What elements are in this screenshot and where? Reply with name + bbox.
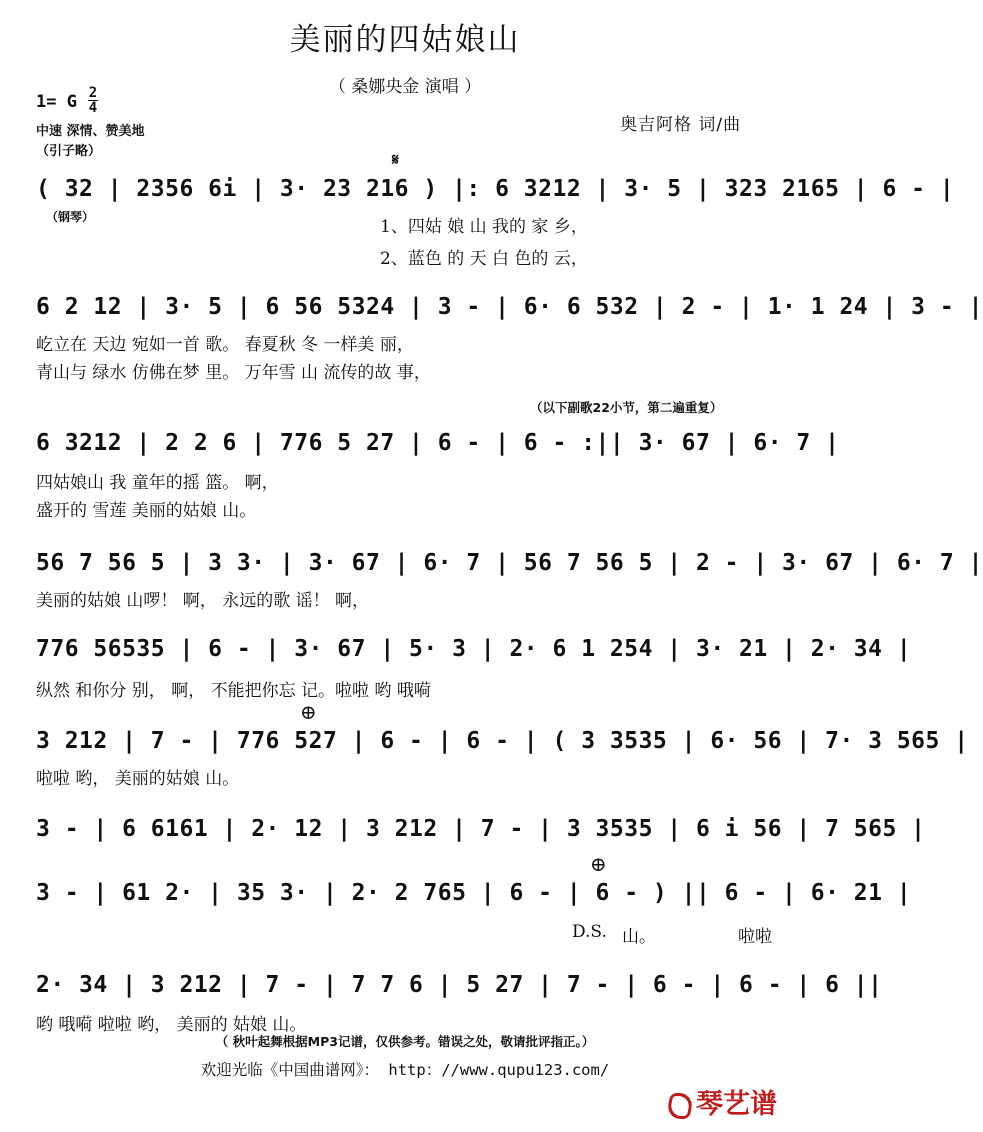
transcription-footnote: （ 秋叶起舞根据MP3记谱，仅供参考。错误之处，敬请批评指正。） bbox=[215, 1034, 595, 1049]
coda-icon: ⊕ bbox=[300, 700, 317, 724]
lyric-line-9-1: 哟 哦嗬 啦啦 哟， 美丽的 姑娘 山。 bbox=[36, 1015, 307, 1035]
chorus-note: （以下副歌22小节，第二遍重复） bbox=[530, 400, 723, 415]
coda-icon-2: ⊕ bbox=[590, 852, 607, 876]
key-signature: 1= G bbox=[36, 92, 77, 112]
lyric-line-2-1: 屹立在 天边 宛如一首 歌。 春夏秋 冬 一样美 丽， bbox=[36, 335, 414, 355]
notation-system-3: 6 3212 | 2 2 6 | 776 5 27 | 6 - | 6 - :|| 3· 67 | 6· 7 | bbox=[36, 430, 840, 456]
time-signature bbox=[88, 86, 98, 115]
notation-system-6: 3 212 | 7 - | 776 527 | 6 - | 6 - | ( 3 3535 | 6· 56 | 7· 3 565 | bbox=[36, 728, 969, 754]
ds-lyric-mountain: 山。 bbox=[622, 927, 656, 947]
credit-line: 奥吉阿格 词/曲 bbox=[620, 115, 742, 135]
tempo-marking: 中速 深情、赞美地 bbox=[36, 124, 145, 139]
notation-system-4: 56 7 56 5 | 3 3· | 3· 67 | 6· 7 | 56 7 56 5 | 2 - | 3· 67 | 6· 7 | bbox=[36, 550, 983, 576]
segno-icon: 𝄋 bbox=[392, 150, 399, 169]
notation-system-7: 3 - | 6 6161 | 2· 12 | 3 212 | 7 - | 3 3535 | 6 i 56 | 7 565 | bbox=[36, 816, 926, 842]
logo-icon bbox=[665, 1093, 695, 1119]
lyric-line-6-1: 啦啦 哟， 美丽的姑娘 山。 bbox=[36, 769, 240, 789]
lyric-line-1-1: 1、四姑 娘 山 我的 家 乡， bbox=[380, 217, 588, 237]
website-link[interactable]: 欢迎光临《中国曲谱网》： http：//www.qupu123.com/ bbox=[200, 1061, 610, 1079]
ds-marking: D.S. bbox=[572, 922, 607, 942]
lyric-line-3-2: 盛开的 雪莲 美丽的姑娘 山。 bbox=[36, 501, 257, 521]
meter-top: 2 bbox=[88, 85, 98, 101]
piano-label: （钢琴） bbox=[46, 210, 95, 224]
intro-note: （引子略） bbox=[36, 144, 102, 159]
notation-system-1: ( 32 | 2356 6i | 3· 23 216 ) |: 6 3212 | 3· 5 | 323 2165 | 6 - | bbox=[36, 176, 955, 202]
lyric-line-2-2: 青山与 绿水 仿佛在梦 里。 万年雪 山 流传的故 事， bbox=[36, 363, 431, 383]
page-title: 美丽的四姑娘山 bbox=[289, 22, 521, 58]
notation-system-8: 3 - | 61 2· | 35 3· | 2· 2 765 | 6 - | 6 - ) || 6 - | 6· 21 | bbox=[36, 880, 912, 906]
notation-system-5: 776 56535 | 6 - | 3· 67 | 5· 3 | 2· 6 1 254 | 3· 21 | 2· 34 | bbox=[36, 636, 912, 662]
meter-bottom: 4 bbox=[88, 100, 98, 116]
lyric-line-5-1: 纵然 和你分 别， 啊， 不能把你忘 记。啦啦 哟 哦嗬 bbox=[36, 681, 431, 701]
notation-system-2: 6 2 12 | 3· 5 | 6 56 5324 | 3 - | 6· 6 532 | 2 - | 1· 1 24 | 3 - | bbox=[36, 294, 983, 320]
notation-system-9: 2· 34 | 3 212 | 7 - | 7 7 6 | 5 27 | 7 - | 6 - | 6 - | 6 || bbox=[36, 972, 883, 998]
lyric-line-1-2: 2、蓝色 的 天 白 色的 云， bbox=[380, 249, 588, 269]
performer-line: （ 桑娜央金 演唱 ） bbox=[328, 77, 482, 97]
site-logo bbox=[668, 1082, 777, 1121]
ds-lyric-lala: 啦啦 bbox=[738, 927, 772, 947]
lyric-line-3-1: 四姑娘山 我 童年的摇 篮。 啊， bbox=[36, 473, 279, 493]
logo-text: 琴艺谱 bbox=[696, 1089, 777, 1120]
lyric-line-4-1: 美丽的姑娘 山啰！ 啊， 永远的歌 谣！ 啊， bbox=[36, 591, 370, 611]
